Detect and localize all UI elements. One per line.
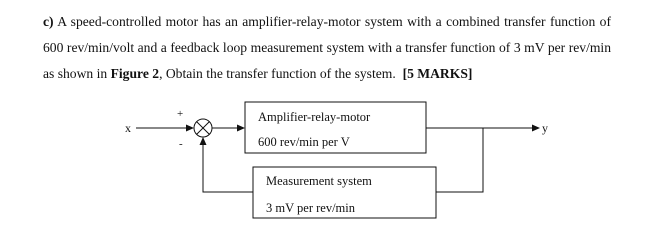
output-label: y [542, 121, 548, 135]
question-body-part1: A speed-controlled motor has an amplifier-relay-motor system with a combined transfer function of 600 rev/min/volt and a feedback loop measurement system with a transfer function of 3 mV per rev/min as shown in [43, 14, 611, 81]
marks-label: [5 MARKS] [402, 66, 473, 81]
feedback-pickoff-line [436, 128, 483, 192]
figure-reference: Figure 2 [110, 66, 160, 81]
question-body-part2: , Obtain the transfer function of the system. [159, 66, 396, 81]
input-label: x [125, 121, 131, 135]
forward-block-value: 600 rev/min per V [258, 135, 350, 149]
summing-junction [194, 119, 212, 137]
minus-sign: - [179, 138, 183, 150]
plus-sign: + [177, 108, 184, 120]
question-label: c) [43, 14, 54, 29]
feedback-block-value: 3 mV per rev/min [266, 201, 355, 215]
feedback-block-title: Measurement system [266, 174, 372, 188]
forward-block-title: Amplifier-relay-motor [258, 110, 371, 124]
